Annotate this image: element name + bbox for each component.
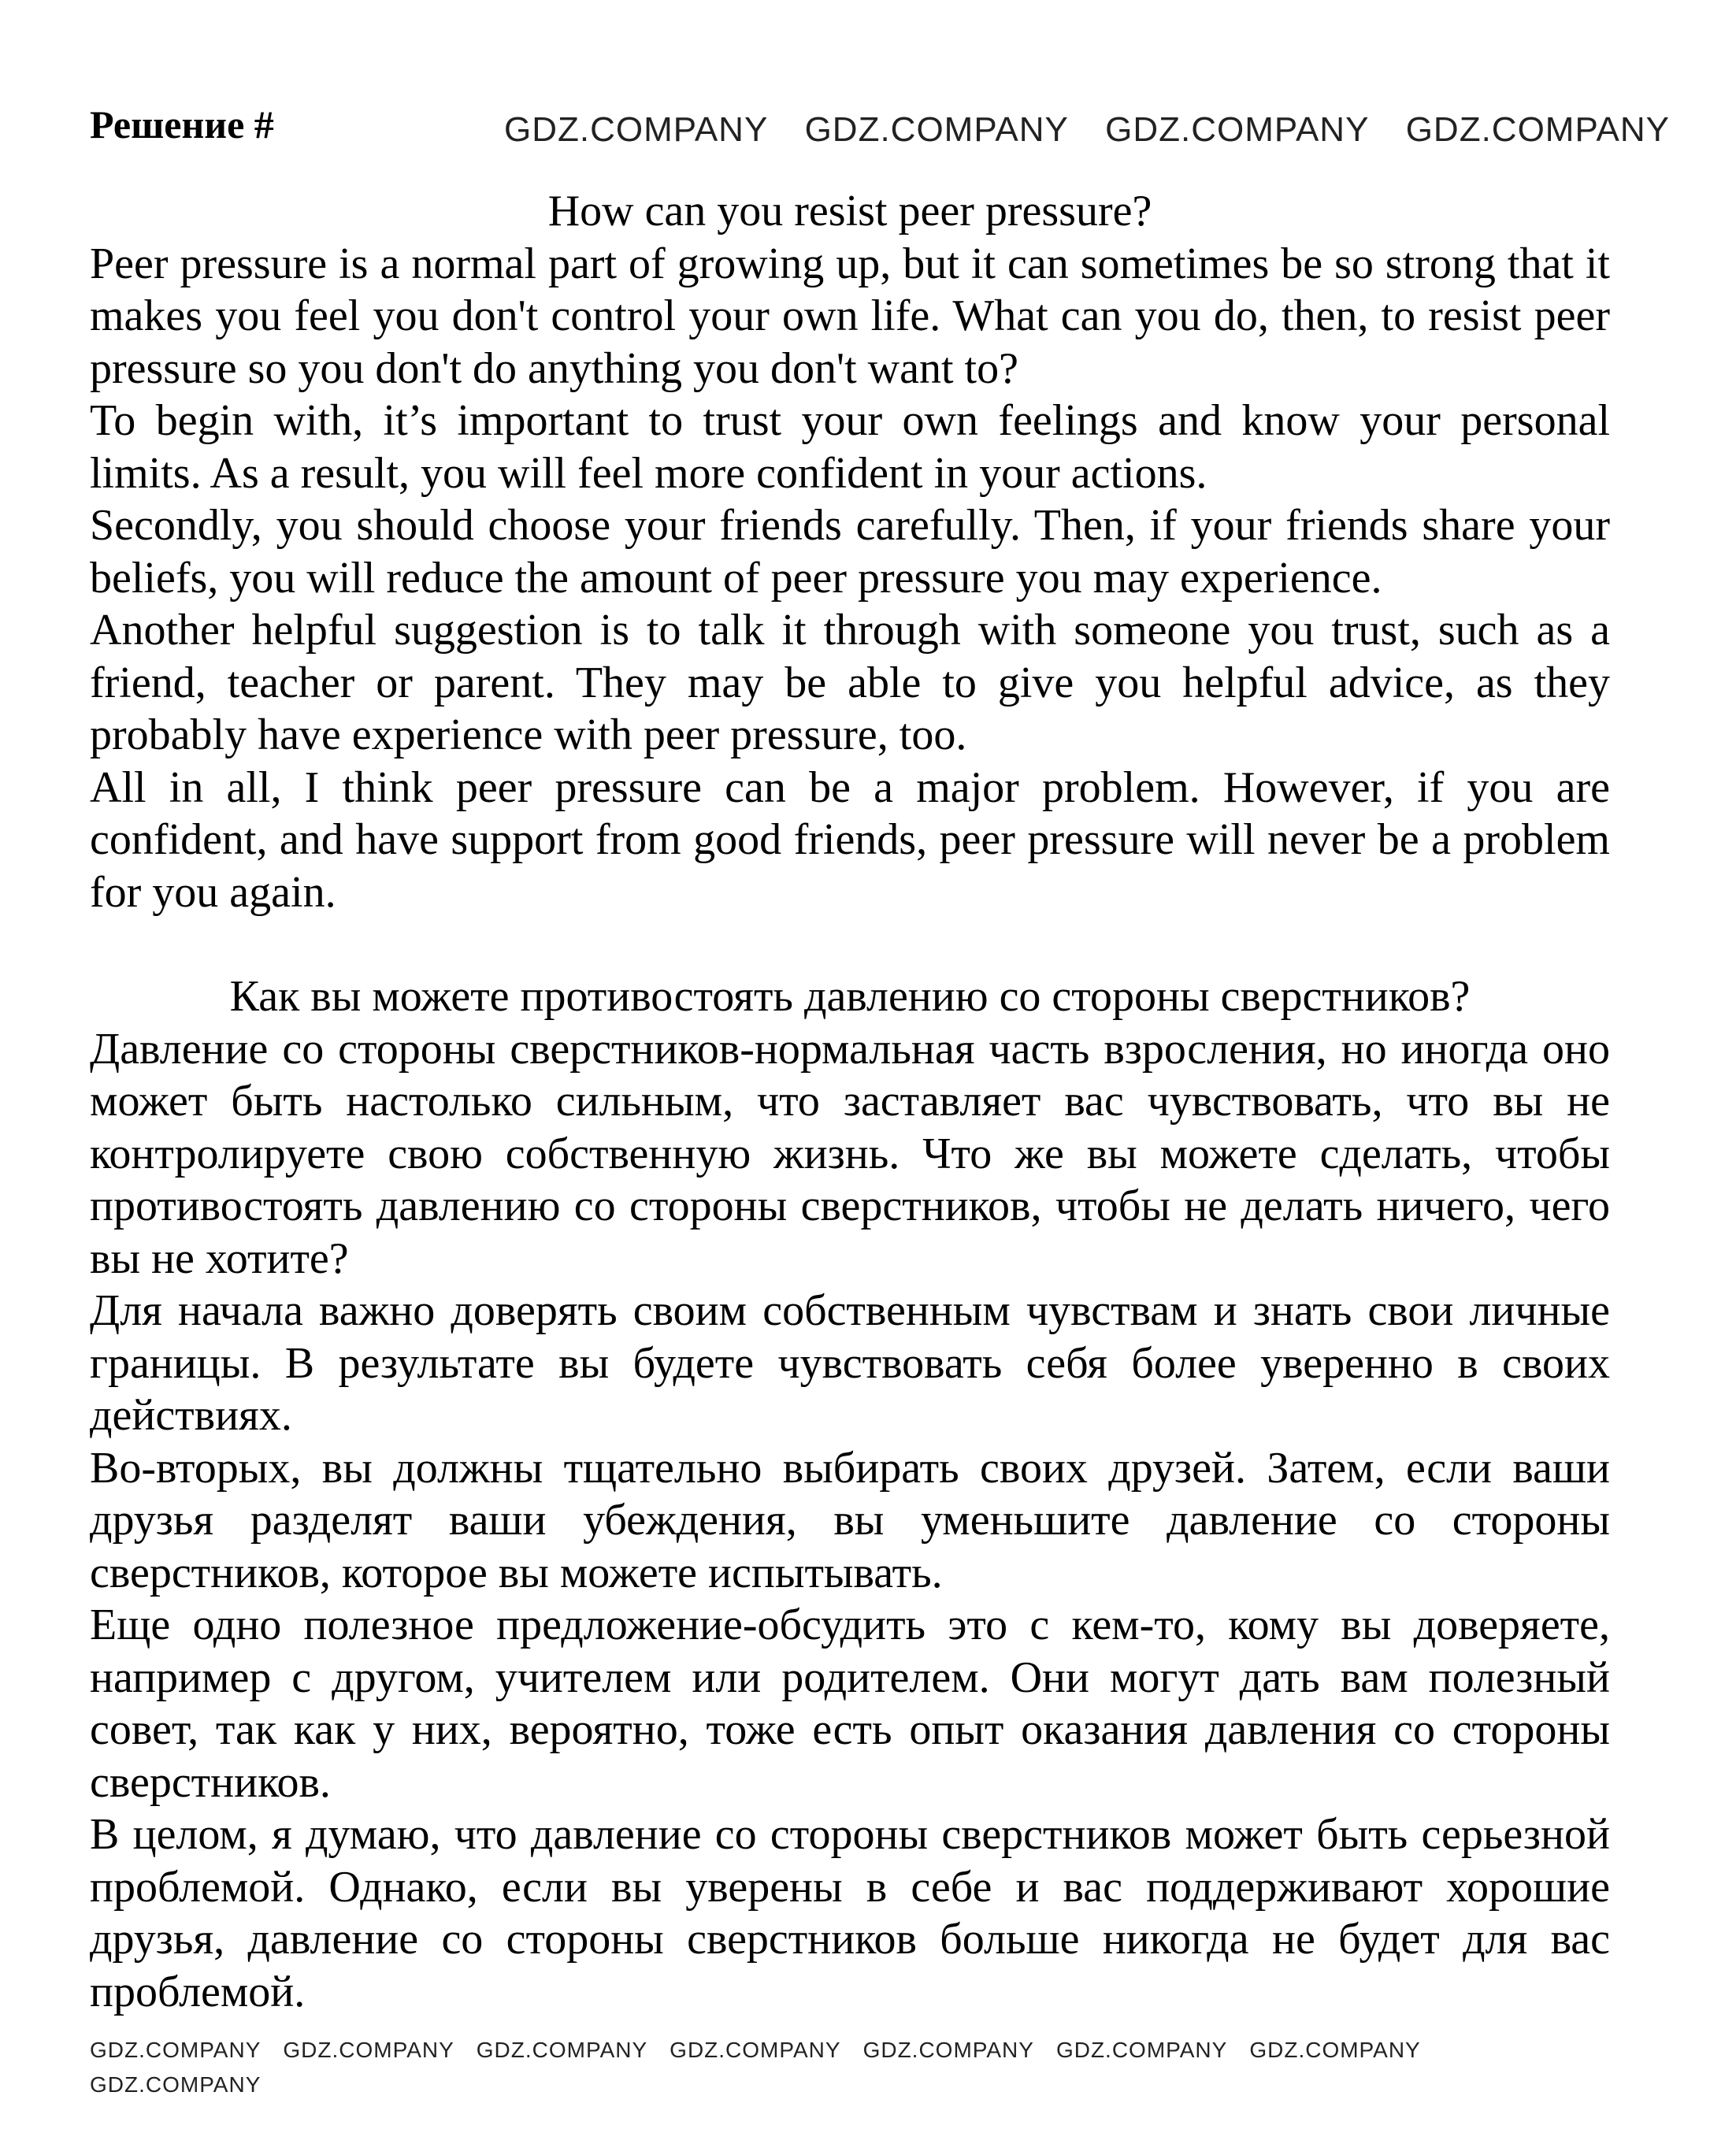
english-paragraph: To begin with, it’s important to trust your own feelings and know your personal limits. As a result, you will feel more confident in your actions. bbox=[90, 396, 1610, 498]
english-paragraph: Another helpful suggestion is to talk it through with someone you trust, such as a friend, teacher or parent. They may be able to give you helpful advice, as they probably have experience with peer pressure, too. bbox=[90, 606, 1610, 759]
watermark: GDZ.COMPANY bbox=[862, 2038, 1034, 2062]
russian-paragraph: Еще одно полезное предложение-обсудить это с кем-то, кому вы доверяете, например с другом, учителем или родителем. Они могут дать вам полезный совет, так как у них, вероятно, тоже есть опыт оказания давления со стороны сверстников. bbox=[90, 1600, 1610, 1807]
solution-title: Решение # bbox=[90, 102, 274, 147]
russian-paragraph: Для начала важно доверять своим собственным чувствам и знать свои личные границы. В результате вы будете чувствовать себя более уверенно в своих действиях. bbox=[90, 1286, 1610, 1440]
watermark: GDZ.COMPANY bbox=[670, 2038, 841, 2062]
watermark: GDZ.COMPANY bbox=[90, 2038, 262, 2062]
english-paragraph: Secondly, you should choose your friends carefully. Then, if your friends share your beliefs, you will reduce the amount of peer pressure you may experience. bbox=[90, 501, 1610, 603]
russian-heading: Как вы можете противостоять давлению со стороны сверстников? bbox=[229, 972, 1471, 1021]
watermark: GDZ.COMPANY bbox=[1055, 2038, 1228, 2062]
russian-paragraph: Давление со стороны сверстников-нормальная часть взросления, но иногда оно может быть настолько сильным, что заставляет вас чувствовать, что вы не контролируете свою собственную жизнь. Что же вы можете сделать, чтобы противостоять давлению со стороны сверстников, чтобы не делать ничего, чего вы не хотите? bbox=[90, 1024, 1610, 1283]
watermark: GDZ.COMPANY bbox=[1405, 110, 1670, 149]
watermark: GDZ.COMPANY bbox=[476, 2038, 648, 2062]
watermark: GDZ.COMPANY bbox=[804, 110, 1069, 149]
watermark: GDZ.COMPANY bbox=[283, 2038, 454, 2062]
section-gap bbox=[90, 918, 1610, 970]
russian-paragraph: Во-вторых, вы должны тщательно выбирать своих друзей. Затем, если ваши друзья разделят ваши убеждения, вы уменьшите давление со стороны сверстников, которое вы можете испытывать. bbox=[90, 1443, 1610, 1597]
english-heading: How can you resist peer pressure? bbox=[547, 187, 1152, 236]
english-paragraph: All in all, I think peer pressure can be a major problem. However, if you are confident, and have support from good friends, peer pressure will never be a problem for you again. bbox=[90, 762, 1610, 917]
russian-paragraph: В целом, я думаю, что давление со стороны сверстников может быть серьезной проблемой. Однако, если вы уверены в себе и вас поддерживают хорошие друзья, давление со стороны сверстников больше никогда не будет для вас проблемой. bbox=[90, 1810, 1610, 2016]
watermark: GDZ.COMPANY bbox=[90, 2072, 262, 2097]
english-paragraph: Peer pressure is a normal part of growing up, but it can sometimes be so strong that it makes you feel you don't control your own life. What can you do, then, to resist peer pressure so you don't do anything you don't want to? bbox=[90, 239, 1610, 393]
watermark: GDZ.COMPANY bbox=[1105, 110, 1370, 149]
watermark-row-top bbox=[504, 95, 1670, 165]
watermark: GDZ.COMPANY bbox=[504, 110, 769, 149]
watermark-row-bottom bbox=[90, 2037, 1610, 2098]
document-body bbox=[90, 185, 1610, 2098]
watermark: GDZ.COMPANY bbox=[1249, 2038, 1421, 2062]
